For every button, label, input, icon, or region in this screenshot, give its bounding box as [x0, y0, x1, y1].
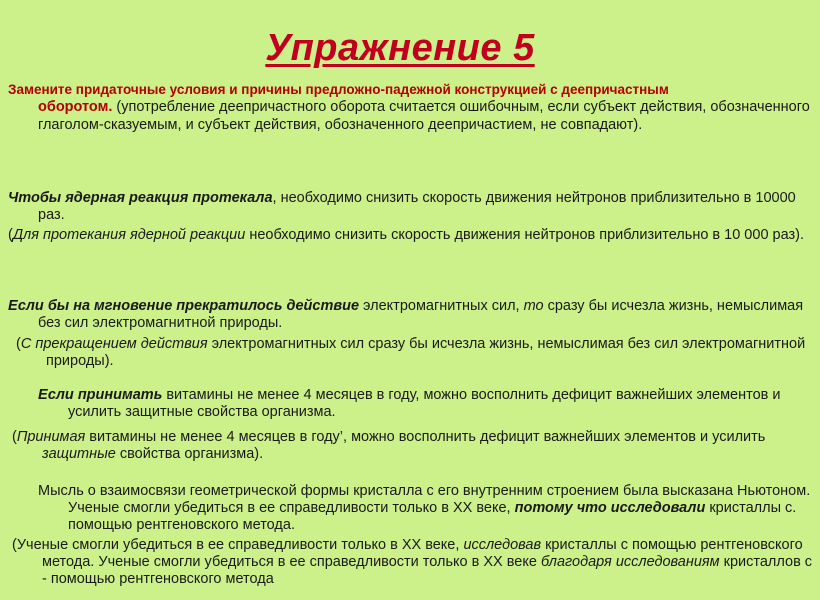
ex3-answer-rest: свойства организма).	[115, 446, 264, 462]
ex4-answer-mid: кристаллы с помощью рентгеновского метода. Ученые смогли убедиться в ее справедливости только в XX веке	[42, 537, 803, 570]
instruction-note: (употребление деепричастного оборота считается ошибочным, если субъект действия, обозначенного глаголом-сказуемым, и субъект действия, обозначенного деепричастием, не совпадают).	[38, 99, 810, 133]
ex2-answer-construction: С прекращением действия	[20, 336, 208, 352]
ex1-answer-rest: необходимо снизить скорость движения нейтронов приблизительно в 10 000 раз).	[245, 227, 805, 243]
ex2-clause: Если бы на мгновение прекратилось действие	[8, 298, 360, 314]
ex3-answer-mid: витамины не менее 4 месяцев в году’, можно восполнить дефицит важнейших элементов и усилить	[85, 429, 766, 445]
ex4-answer-italic-2: благодаря исследованиям	[540, 554, 720, 570]
example-1-original	[8, 190, 818, 224]
ex2-answer-open: (	[16, 336, 21, 352]
instruction-lead: Замените придаточные условия и причины предложно-падежной конструкцией с деепричастным	[8, 82, 669, 97]
ex4-rest: кристаллы с. помощью рентгеновского метода.	[68, 500, 797, 533]
ex1-clause: Чтобы ядерная реакция протекала	[8, 190, 273, 206]
ex1-rest: , необходимо снизить скорость движения нейтронов приблизительно в 10000 раз.	[38, 190, 796, 223]
ex4-answer-rest: кристаллов с - помощью рентгеновского метода	[42, 554, 813, 587]
example-1-answer	[8, 227, 818, 244]
example-4-original	[38, 483, 818, 534]
instruction-lead-2: оборотом.	[38, 99, 113, 115]
ex3-clause: Если принимать	[38, 387, 163, 403]
ex3-rest: витамины не менее 4 месяцев в году, можно восполнить дефицит важнейших элементов и усилить защитные свойства организма.	[68, 387, 781, 420]
ex3-answer-open: (	[12, 429, 17, 445]
example-3-original	[38, 387, 818, 421]
ex1-answer-construction: Для протекания ядерной реакции	[12, 227, 246, 243]
ex4-answer-construction: исследовав	[463, 537, 542, 553]
ex4-answer-start: (Ученые смогли убедиться в ее справедливости только в XX веке,	[12, 537, 464, 553]
example-4-answer	[12, 537, 820, 588]
ex1-answer-open: (	[8, 227, 13, 243]
ex4-clause: потому что исследовали	[514, 500, 706, 516]
example-2-answer	[16, 336, 820, 370]
ex3-answer-italic-2: защитные	[42, 446, 116, 462]
example-3-answer	[12, 429, 820, 463]
ex2-rest: сразу бы исчезла жизнь, немыслимая без сил электромагнитной природы.	[38, 298, 804, 331]
ex4-start: Мысль о взаимосвязи геометрической формы кристалла с его внутренним строением была высказана Ньютоном. Ученые смогли убедиться в ее справедливости только в XX веке,	[38, 483, 811, 516]
ex2-mid: электромагнитных сил,	[359, 298, 524, 314]
ex3-answer-construction: Принимая	[16, 429, 86, 445]
instruction-paragraph	[8, 81, 818, 134]
example-2-original	[8, 298, 818, 332]
ex2-to: то	[523, 298, 544, 314]
page-title: Упражнение 5	[265, 27, 535, 69]
ex2-answer-rest: электромагнитных сил сразу бы исчезла жизнь, немыслимая без сил электромагнитной природы).	[46, 336, 806, 369]
